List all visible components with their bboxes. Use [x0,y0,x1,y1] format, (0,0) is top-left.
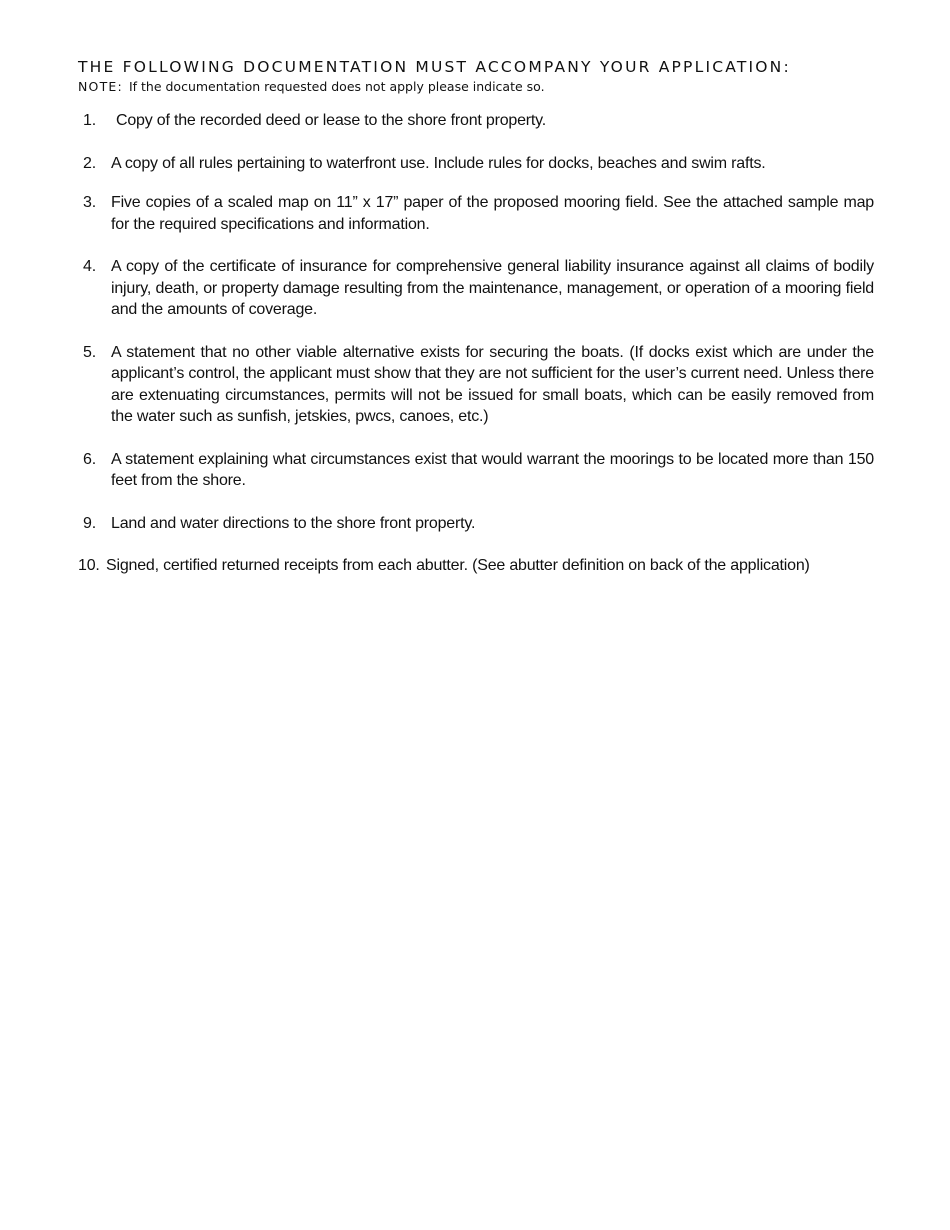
item-number: 10. [78,557,100,574]
item-number: 6. [83,450,96,468]
list-item [78,110,874,132]
note-text: If the documentation requested does not apply please indicate so. [128,79,545,94]
item-text: Signed, certified returned receipts from each abutter. (See abutter definition on back of the application) [106,557,810,574]
list-item [78,256,874,321]
list-item [78,153,874,175]
item-text: Copy of the recorded deed or lease to the shore front property. [116,112,547,129]
item-text: A statement explaining what circumstances exist that would warrant the moorings to be located more than 150 feet from the shore. [111,450,874,489]
list-item [78,555,874,577]
documentation-requirements [78,56,874,577]
item-number: 2. [83,154,96,172]
item-number: 5. [83,343,96,361]
note [78,78,874,96]
note-label: NOTE: [78,79,123,94]
item-number: 9. [83,514,96,532]
item-text: A statement that no other viable alternative exists for securing the boats. (If docks exist which are under the applicant’s control, the applicant must show that they are not sufficient for the user’s current need. Unless there are extenuating circumstances, permits will not be issued for small boats, which can be easily removed from the water such as sunfish, jetskies, pwcs, canoes, etc.) [111,343,874,425]
item-text: A copy of the certificate of insurance for comprehensive general liability insurance against all claims of bodily injury, death, or property damage resulting from the maintenance, management, or operation of a mooring field and the amounts of coverage. [111,258,874,318]
item-text: A copy of all rules pertaining to waterfront use. Include rules for docks, beaches and swim rafts. [111,154,766,172]
item-text: Five copies of a scaled map on 11” x 17” paper of the proposed mooring field. See the attached sample map for the required specifications and information. [111,194,874,233]
item-text: Land and water directions to the shore front property. [111,514,476,532]
item-number: 3. [83,194,96,211]
item-number: 1. [83,112,96,129]
list-item [78,449,874,492]
list-item [78,192,874,235]
item-number: 4. [83,258,96,275]
page-heading: THE FOLLOWING DOCUMENTATION MUST ACCOMPANY YOUR APPLICATION: [78,58,791,76]
requirements-list [78,110,874,577]
list-item [78,342,874,428]
list-item [78,513,874,535]
